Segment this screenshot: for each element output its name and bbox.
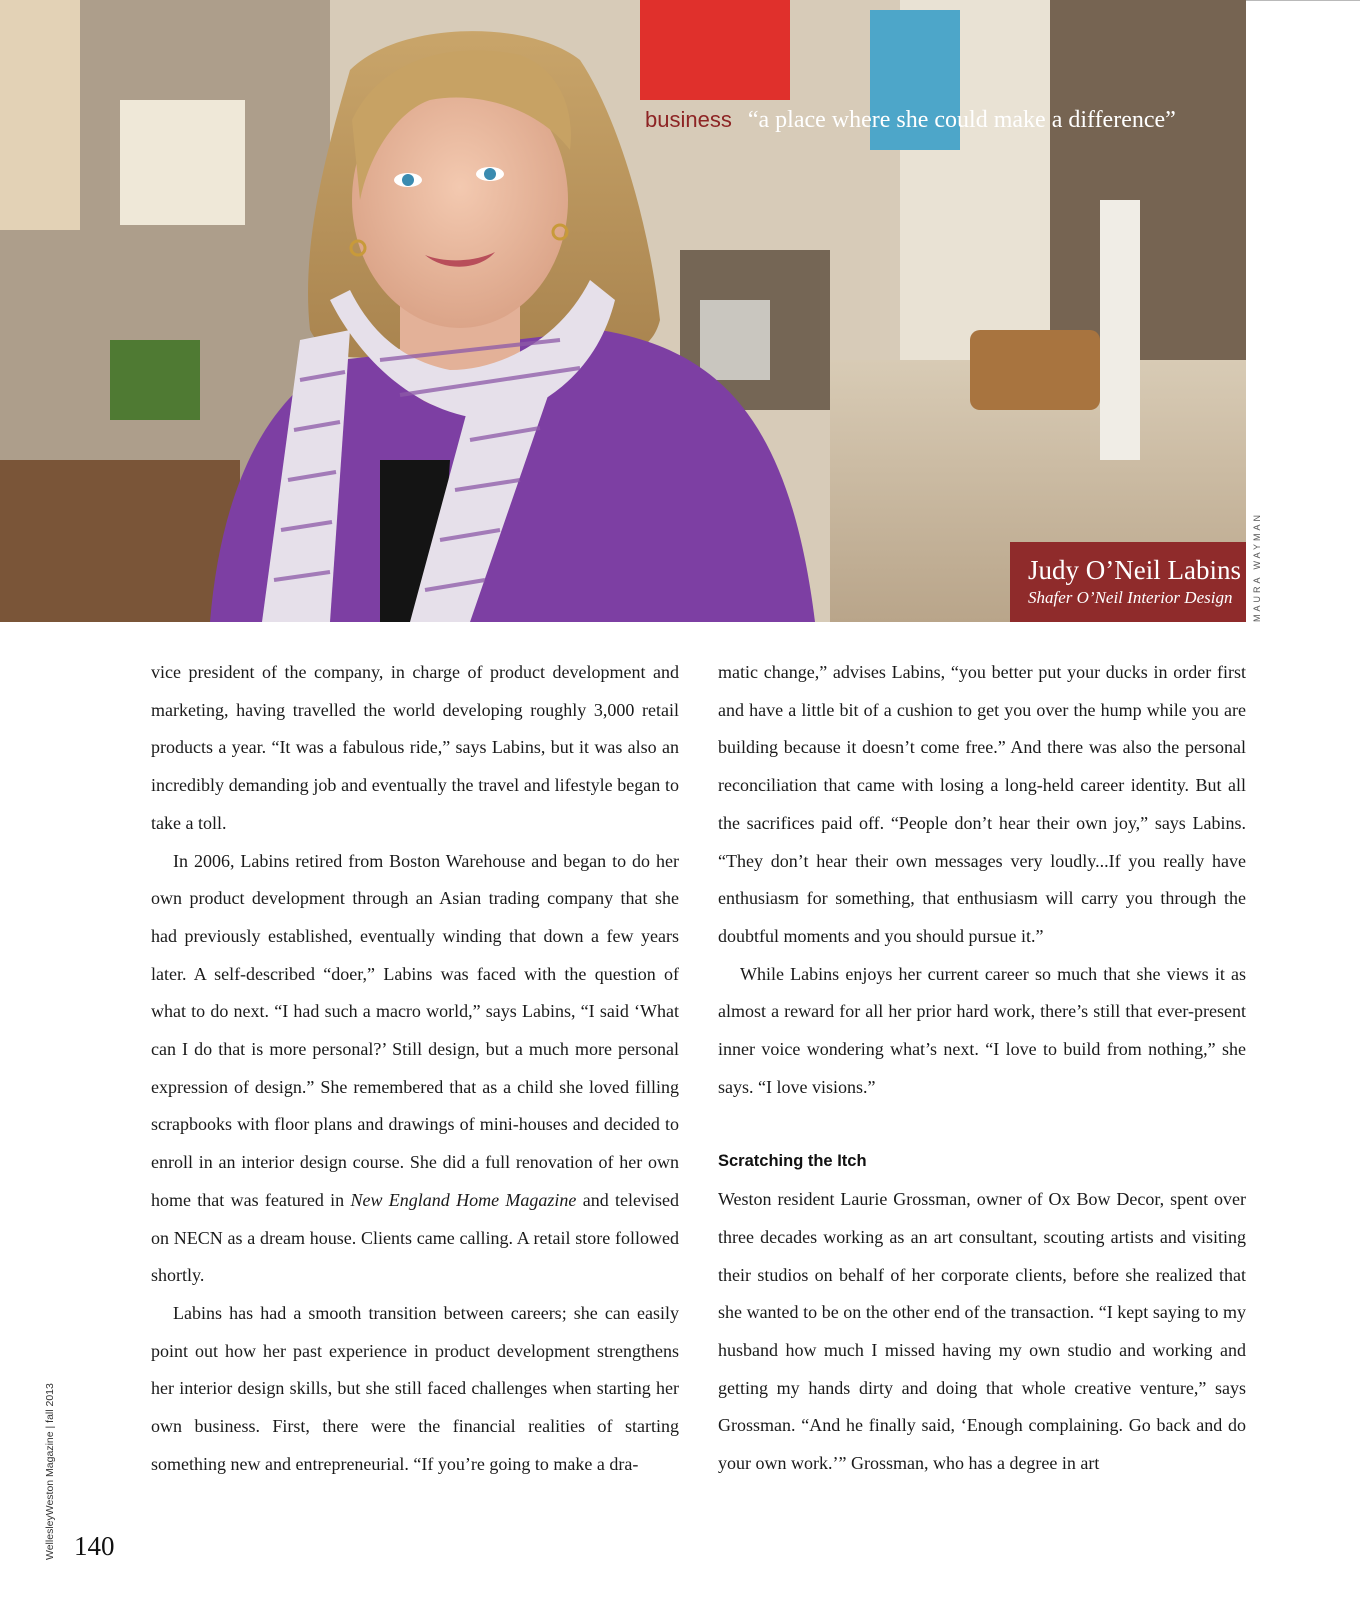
section-subhead: Scratching the Itch [718,1152,867,1171]
photo-caption [1010,542,1246,622]
caption-company: Shafer O’Neil Interior Design [1028,588,1233,607]
paragraph: Labins has had a smooth transition between careers; she can easily point out how her past experience in product development strengthens her interior design skills, but she still faced challenges when starting her own business. First, there were the financial realities of starting something new and entrepreneurial. “If you’re going to make a dra- [151,1302,679,1474]
pull-quote: “a place where she could make a difference” [747,107,1176,133]
paragraph: vice president of the company, in charge of product development and marketing, having travelled the world developing roughly 3,000 retail products a year. “It was a fabulous ride,” says Labins, but it was also an incredibly demanding job and eventually the travel and lifestyle began to take a toll. [151,662,679,833]
portrait-illustration [0,0,1246,622]
hero-photo [0,0,1246,622]
article-column-right [718,654,1246,1483]
page-number: 140 [74,1531,115,1561]
paragraph: Weston resident Laurie Grossman, owner of Ox Bow Decor, spent over three decades working as an art consultant, scouting artists and visiting their studios on behalf of her corporate clients, before she realized that she wanted to be on the other end of the transaction. “I kept saying to my husband how much I missed having my own studio and working and getting my hands dirty and doing that whole creative venture,” says Grossman. “And he finally said, ‘Enough complaining. Go back and do your own work.’” Grossman, who has a degree in art [718,1189,1246,1474]
paragraph: While Labins enjoys her current career so much that she views it as almost a reward for all her prior hard work, there’s still that ever-present inner voice wondering what’s next. “I love to build from nothing,” she says. “I love visions.” [718,963,1246,1097]
publication-title: New England Home Magazine [350,1189,577,1210]
top-rule [1246,0,1360,1]
paragraph [151,843,679,1295]
publication-folio: WellesleyWeston Magazine | fall 2013 [44,1383,56,1560]
paragraph: matic change,” advises Labins, “you better put your ducks in order first and have a little bit of a cushion to get you over the hump while you are building because it doesn’t come free.” And there was also the personal reconciliation that came with losing a long-held career identity. But all the sacrifices paid off. “People don’t hear their own joy,” says Labins. “They don’t hear their own messages very loudly...If you really have enthusiasm for something, that enthusiasm will carry you through the doubtful moments and you should pursue it.” [718,662,1246,946]
section-kicker [645,104,1176,136]
caption-name: Judy O’Neil Labins [1028,555,1241,585]
paragraph-text: In 2006, Labins retired from Boston Warehouse and began to do her own product development through an Asian trading company that she had previously established, eventually winding that down a few years later. A self-described “doer,” Labins was faced with the question of what to do next. “I had such a macro world,” says Labins, “I said ‘What can I do that is more personal?’ Still design, but a much more personal expression of design.” She remembered that as a child she loved filling scrapbooks with floor plans and drawings of mini-houses and decided to enroll in an interior design course. She did a full renovation of her own home that was featured in [151,850,679,1210]
photo-credit: MAURA WAYMAN [1252,511,1262,622]
paragraph-text: and televised on NECN as a dream house. Clients came calling. A retail store followed shortly. [151,1189,680,1286]
section-label: business [645,107,732,132]
article-column-left [151,654,679,1483]
